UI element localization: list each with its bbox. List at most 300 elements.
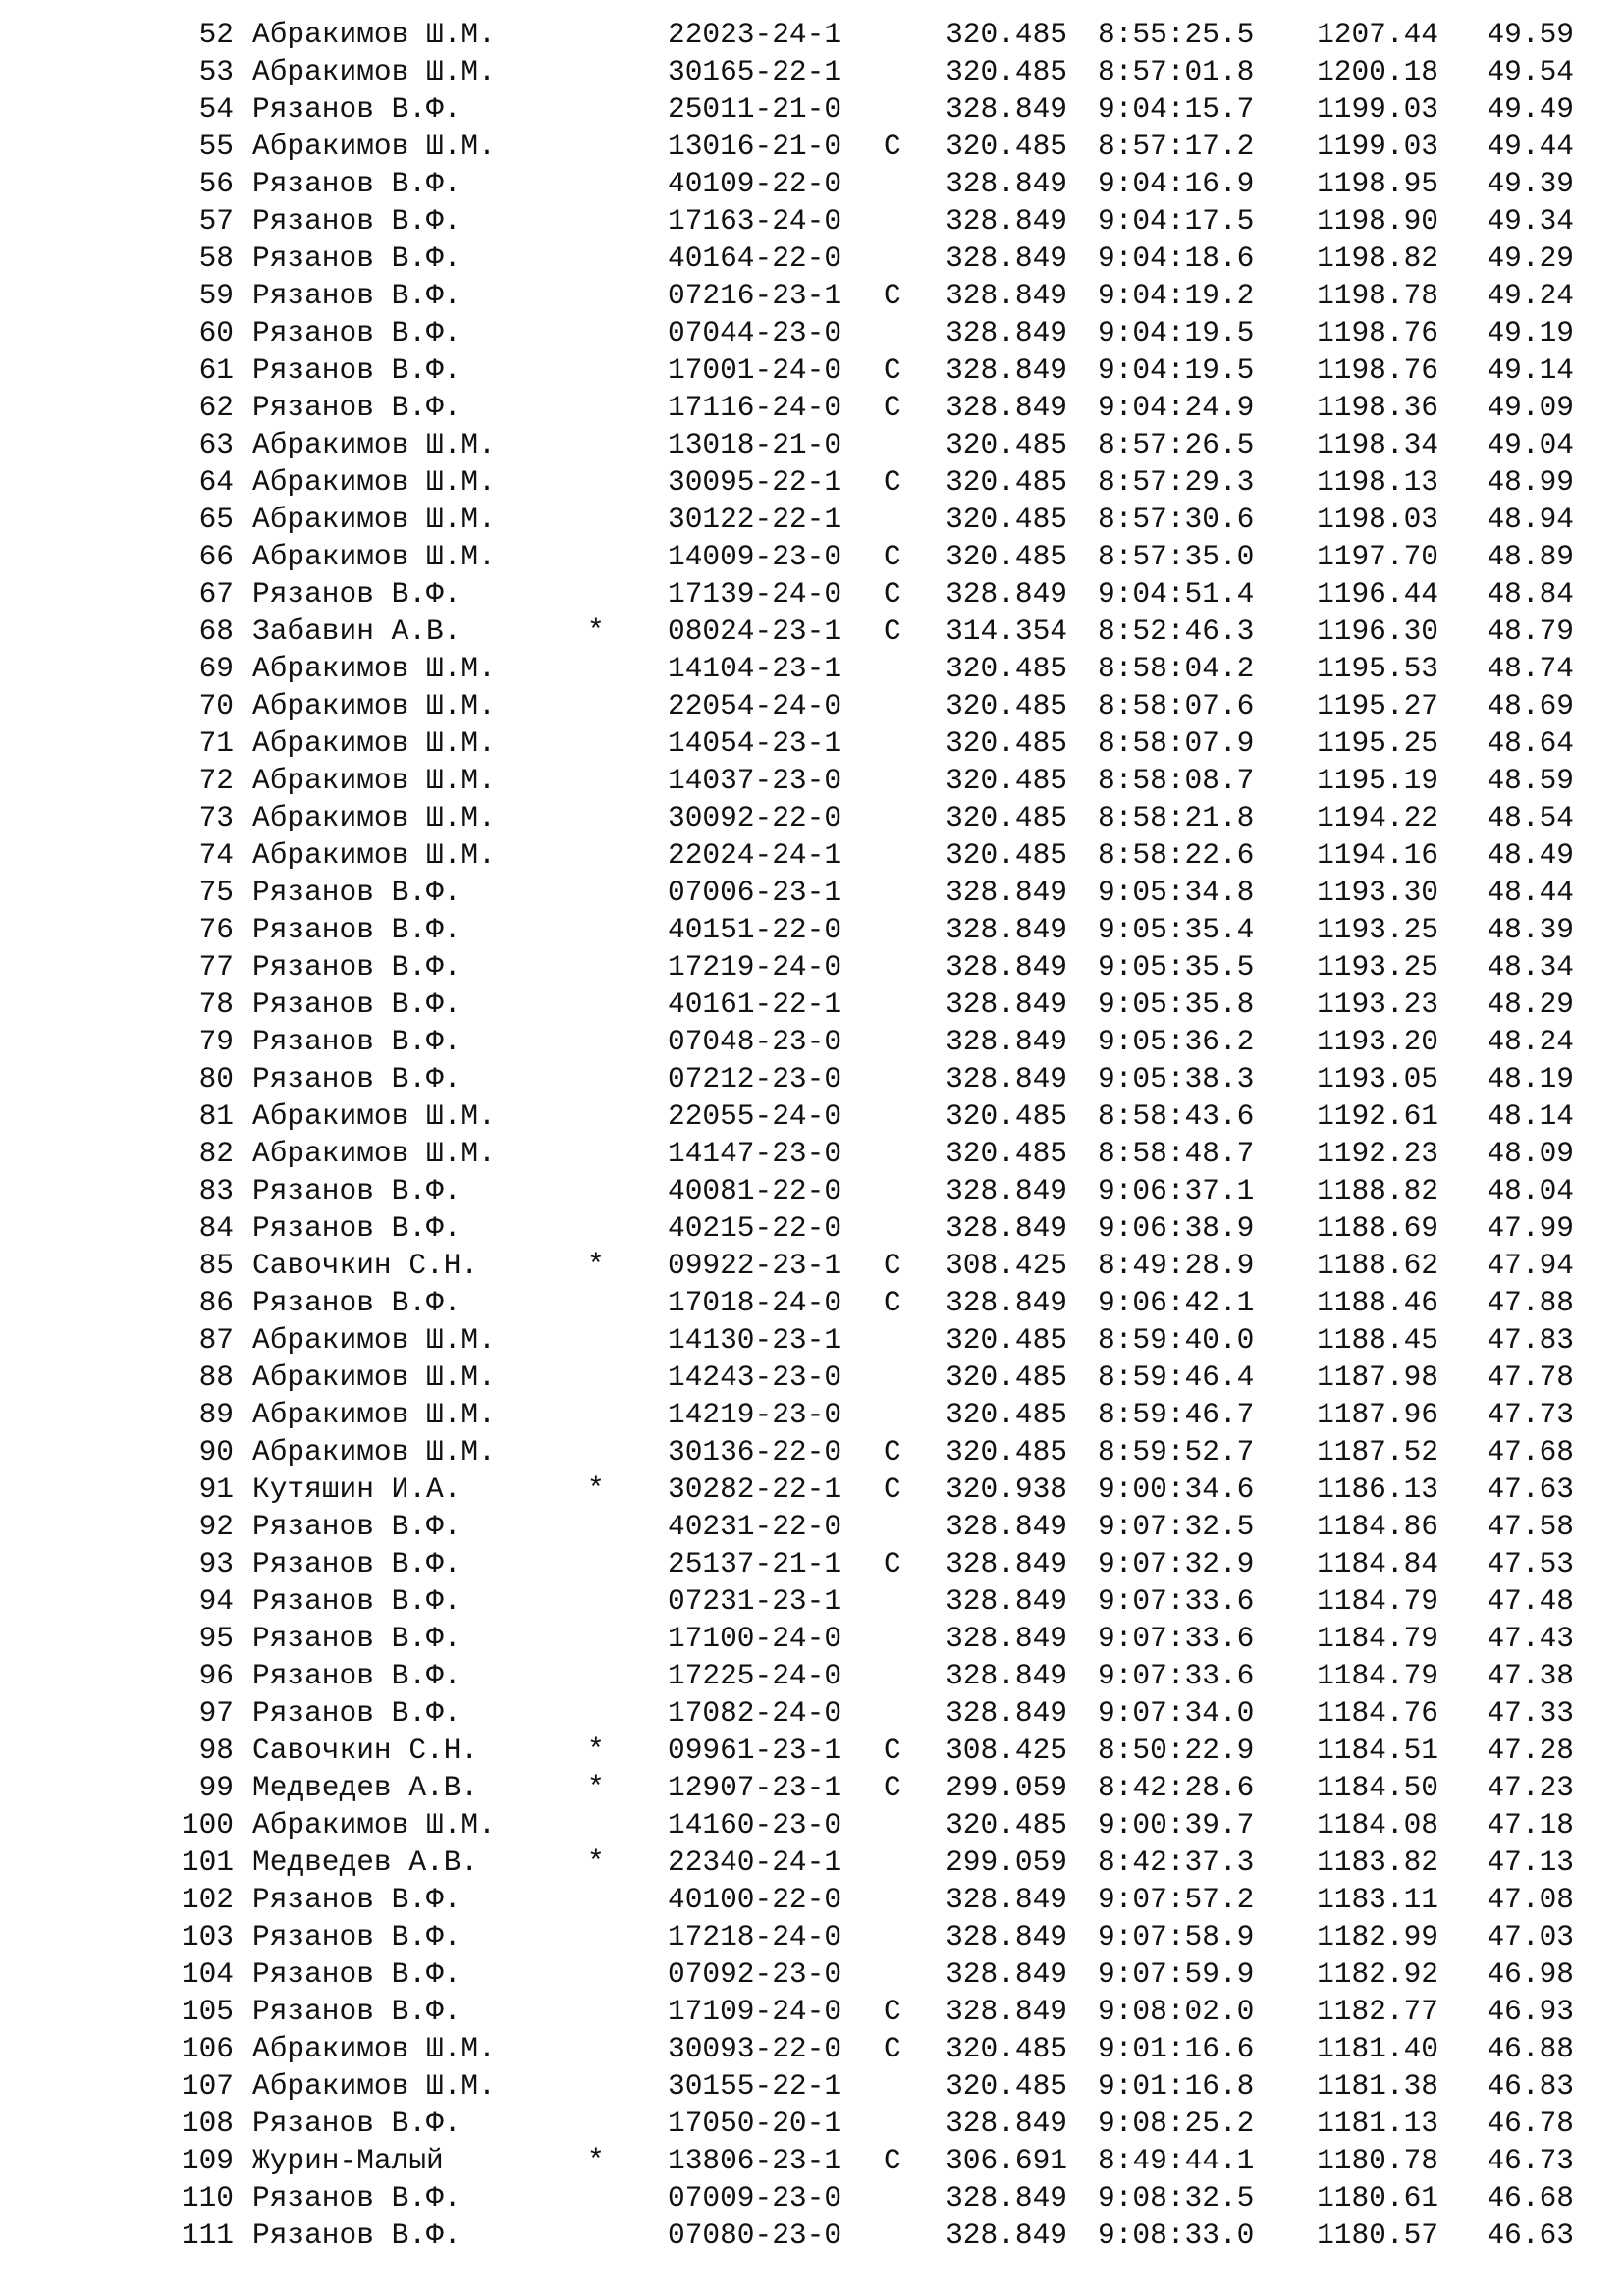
fancier-name: Рязанов В.Ф. bbox=[252, 1957, 461, 1991]
guest-marker: * bbox=[587, 1845, 605, 1879]
points: 48.39 bbox=[1487, 913, 1574, 946]
arrival-time: 9:07:58.9 bbox=[1098, 1920, 1255, 1953]
points: 48.49 bbox=[1487, 838, 1574, 872]
table-row bbox=[0, 1433, 1624, 1470]
table-row bbox=[0, 1023, 1624, 1060]
fancier-name: Абракимов Ш.М. bbox=[252, 1323, 496, 1357]
distance: 328.849 bbox=[946, 241, 1067, 275]
table-row bbox=[0, 1172, 1624, 1209]
distance: 320.485 bbox=[946, 689, 1067, 722]
speed: 1192.23 bbox=[1317, 1137, 1438, 1170]
flag-marker: С bbox=[884, 540, 901, 573]
points: 48.19 bbox=[1487, 1062, 1574, 1095]
speed: 1198.95 bbox=[1317, 167, 1438, 200]
fancier-name: Рязанов В.Ф. bbox=[252, 1211, 461, 1245]
fancier-name: Рязанов В.Ф. bbox=[252, 1062, 461, 1095]
arrival-time: 9:04:19.5 bbox=[1098, 316, 1255, 349]
speed: 1198.82 bbox=[1317, 241, 1438, 275]
fancier-name: Рязанов В.Ф. bbox=[252, 988, 461, 1021]
speed: 1207.44 bbox=[1317, 18, 1438, 51]
points: 49.04 bbox=[1487, 428, 1574, 461]
flag-marker: С bbox=[884, 465, 901, 499]
table-row bbox=[0, 1769, 1624, 1806]
points: 48.54 bbox=[1487, 801, 1574, 834]
ring-number: 14037-23-0 bbox=[668, 764, 842, 797]
table-row bbox=[0, 1545, 1624, 1582]
arrival-time: 9:04:17.5 bbox=[1098, 204, 1255, 238]
place-number: 101 bbox=[181, 1845, 234, 1879]
flag-marker: С bbox=[884, 1771, 901, 1804]
place-number: 96 bbox=[198, 1659, 234, 1692]
distance: 320.485 bbox=[946, 2069, 1067, 2103]
place-number: 75 bbox=[198, 876, 234, 909]
arrival-time: 9:01:16.8 bbox=[1098, 2069, 1255, 2103]
fancier-name: Рязанов В.Ф. bbox=[252, 92, 461, 126]
ring-number: 25137-21-1 bbox=[668, 1547, 842, 1580]
speed: 1199.03 bbox=[1317, 92, 1438, 126]
flag-marker: С bbox=[884, 279, 901, 312]
table-row bbox=[0, 836, 1624, 874]
table-row bbox=[0, 314, 1624, 351]
distance: 320.485 bbox=[946, 18, 1067, 51]
points: 47.94 bbox=[1487, 1249, 1574, 1282]
table-row bbox=[0, 202, 1624, 240]
arrival-time: 9:04:24.9 bbox=[1098, 391, 1255, 424]
flag-marker: С bbox=[884, 1472, 901, 1506]
distance: 328.849 bbox=[946, 92, 1067, 126]
points: 47.78 bbox=[1487, 1361, 1574, 1394]
place-number: 106 bbox=[181, 2032, 234, 2065]
arrival-time: 9:04:51.4 bbox=[1098, 577, 1255, 611]
ring-number: 40151-22-0 bbox=[668, 913, 842, 946]
distance: 320.485 bbox=[946, 1808, 1067, 1842]
table-row bbox=[0, 53, 1624, 90]
distance: 328.849 bbox=[946, 1659, 1067, 1692]
points: 46.73 bbox=[1487, 2144, 1574, 2177]
ring-number: 17082-24-0 bbox=[668, 1696, 842, 1730]
distance: 308.425 bbox=[946, 1734, 1067, 1767]
arrival-time: 9:08:02.0 bbox=[1098, 1995, 1255, 2028]
place-number: 65 bbox=[198, 503, 234, 536]
arrival-time: 9:05:36.2 bbox=[1098, 1025, 1255, 1058]
speed: 1193.20 bbox=[1317, 1025, 1438, 1058]
arrival-time: 8:58:43.6 bbox=[1098, 1099, 1255, 1133]
place-number: 60 bbox=[198, 316, 234, 349]
distance: 328.849 bbox=[946, 204, 1067, 238]
distance: 320.485 bbox=[946, 1137, 1067, 1170]
distance: 328.849 bbox=[946, 2181, 1067, 2215]
fancier-name: Абракимов Ш.М. bbox=[252, 18, 496, 51]
place-number: 88 bbox=[198, 1361, 234, 1394]
place-number: 57 bbox=[198, 204, 234, 238]
table-row bbox=[0, 1396, 1624, 1433]
points: 49.44 bbox=[1487, 130, 1574, 163]
arrival-time: 9:08:33.0 bbox=[1098, 2218, 1255, 2252]
ring-number: 14130-23-1 bbox=[668, 1323, 842, 1357]
fancier-name: Абракимов Ш.М. bbox=[252, 764, 496, 797]
table-row bbox=[0, 2216, 1624, 2254]
speed: 1193.05 bbox=[1317, 1062, 1438, 1095]
place-number: 94 bbox=[198, 1584, 234, 1618]
table-row bbox=[0, 948, 1624, 986]
flag-marker: С bbox=[884, 1286, 901, 1319]
arrival-time: 8:49:28.9 bbox=[1098, 1249, 1255, 1282]
speed: 1198.76 bbox=[1317, 353, 1438, 387]
distance: 320.485 bbox=[946, 1361, 1067, 1394]
flag-marker: С bbox=[884, 614, 901, 648]
points: 47.43 bbox=[1487, 1622, 1574, 1655]
arrival-time: 9:07:33.6 bbox=[1098, 1659, 1255, 1692]
table-row bbox=[0, 128, 1624, 165]
distance: 320.485 bbox=[946, 130, 1067, 163]
place-number: 61 bbox=[198, 353, 234, 387]
table-row bbox=[0, 1321, 1624, 1359]
points: 47.28 bbox=[1487, 1734, 1574, 1767]
distance: 299.059 bbox=[946, 1771, 1067, 1804]
fancier-name: Рязанов В.Ф. bbox=[252, 279, 461, 312]
speed: 1198.13 bbox=[1317, 465, 1438, 499]
speed: 1188.62 bbox=[1317, 1249, 1438, 1282]
arrival-time: 8:58:48.7 bbox=[1098, 1137, 1255, 1170]
distance: 328.849 bbox=[946, 316, 1067, 349]
speed: 1187.52 bbox=[1317, 1435, 1438, 1468]
fancier-name: Рязанов В.Ф. bbox=[252, 1883, 461, 1916]
flag-marker: С bbox=[884, 1249, 901, 1282]
fancier-name: Рязанов В.Ф. bbox=[252, 2107, 461, 2140]
arrival-time: 9:04:19.2 bbox=[1098, 279, 1255, 312]
arrival-time: 9:07:33.6 bbox=[1098, 1584, 1255, 1618]
distance: 328.849 bbox=[946, 1174, 1067, 1207]
fancier-name: Абракимов Ш.М. bbox=[252, 689, 496, 722]
points: 47.13 bbox=[1487, 1845, 1574, 1879]
table-row bbox=[0, 1843, 1624, 1881]
points: 49.54 bbox=[1487, 55, 1574, 88]
speed: 1187.98 bbox=[1317, 1361, 1438, 1394]
speed: 1184.79 bbox=[1317, 1622, 1438, 1655]
points: 46.63 bbox=[1487, 2218, 1574, 2252]
fancier-name: Абракимов Ш.М. bbox=[252, 503, 496, 536]
arrival-time: 9:05:35.8 bbox=[1098, 988, 1255, 1021]
speed: 1193.25 bbox=[1317, 950, 1438, 984]
ring-number: 17139-24-0 bbox=[668, 577, 842, 611]
flag-marker: С bbox=[884, 1995, 901, 2028]
ring-number: 07044-23-0 bbox=[668, 316, 842, 349]
place-number: 111 bbox=[181, 2218, 234, 2252]
table-row bbox=[0, 911, 1624, 948]
ring-number: 17109-24-0 bbox=[668, 1995, 842, 2028]
speed: 1184.86 bbox=[1317, 1510, 1438, 1543]
place-number: 53 bbox=[198, 55, 234, 88]
guest-marker: * bbox=[587, 1771, 605, 1804]
arrival-time: 8:58:07.9 bbox=[1098, 726, 1255, 760]
fancier-name: Рязанов В.Ф. bbox=[252, 1622, 461, 1655]
fancier-name: Абракимов Ш.М. bbox=[252, 1099, 496, 1133]
fancier-name: Рязанов В.Ф. bbox=[252, 2218, 461, 2252]
fancier-name: Рязанов В.Ф. bbox=[252, 167, 461, 200]
arrival-time: 9:04:19.5 bbox=[1098, 353, 1255, 387]
fancier-name: Рязанов В.Ф. bbox=[252, 316, 461, 349]
distance: 328.849 bbox=[946, 1995, 1067, 2028]
distance: 328.849 bbox=[946, 988, 1067, 1021]
speed: 1184.79 bbox=[1317, 1584, 1438, 1618]
place-number: 97 bbox=[198, 1696, 234, 1730]
arrival-time: 9:05:35.5 bbox=[1098, 950, 1255, 984]
table-row bbox=[0, 2142, 1624, 2179]
table-row bbox=[0, 2179, 1624, 2216]
ring-number: 17163-24-0 bbox=[668, 204, 842, 238]
fancier-name: Абракимов Ш.М. bbox=[252, 726, 496, 760]
ring-number: 09922-23-1 bbox=[668, 1249, 842, 1282]
distance: 308.425 bbox=[946, 1249, 1067, 1282]
speed: 1181.13 bbox=[1317, 2107, 1438, 2140]
table-row bbox=[0, 463, 1624, 501]
arrival-time: 9:05:38.3 bbox=[1098, 1062, 1255, 1095]
speed: 1181.38 bbox=[1317, 2069, 1438, 2103]
table-row bbox=[0, 1135, 1624, 1172]
arrival-time: 9:06:37.1 bbox=[1098, 1174, 1255, 1207]
arrival-time: 9:00:34.6 bbox=[1098, 1472, 1255, 1506]
arrival-time: 8:57:35.0 bbox=[1098, 540, 1255, 573]
ring-number: 25011-21-0 bbox=[668, 92, 842, 126]
table-row bbox=[0, 1359, 1624, 1396]
place-number: 79 bbox=[198, 1025, 234, 1058]
speed: 1183.82 bbox=[1317, 1845, 1438, 1879]
flag-marker: С bbox=[884, 391, 901, 424]
table-row bbox=[0, 799, 1624, 836]
speed: 1187.96 bbox=[1317, 1398, 1438, 1431]
speed: 1192.61 bbox=[1317, 1099, 1438, 1133]
distance: 328.849 bbox=[946, 913, 1067, 946]
speed: 1198.34 bbox=[1317, 428, 1438, 461]
ring-number: 22024-24-1 bbox=[668, 838, 842, 872]
ring-number: 40100-22-0 bbox=[668, 1883, 842, 1916]
points: 47.38 bbox=[1487, 1659, 1574, 1692]
table-row bbox=[0, 724, 1624, 762]
table-row bbox=[0, 575, 1624, 613]
arrival-time: 8:58:22.6 bbox=[1098, 838, 1255, 872]
distance: 320.485 bbox=[946, 2032, 1067, 2065]
speed: 1188.45 bbox=[1317, 1323, 1438, 1357]
distance: 314.354 bbox=[946, 614, 1067, 648]
ring-number: 17225-24-0 bbox=[668, 1659, 842, 1692]
arrival-time: 8:57:30.6 bbox=[1098, 503, 1255, 536]
arrival-time: 9:06:42.1 bbox=[1098, 1286, 1255, 1319]
table-row bbox=[0, 1955, 1624, 1993]
distance: 328.849 bbox=[946, 279, 1067, 312]
distance: 320.485 bbox=[946, 1435, 1067, 1468]
speed: 1180.61 bbox=[1317, 2181, 1438, 2215]
distance: 320.485 bbox=[946, 652, 1067, 685]
table-row bbox=[0, 1732, 1624, 1769]
table-row bbox=[0, 1657, 1624, 1694]
ring-number: 07216-23-1 bbox=[668, 279, 842, 312]
place-number: 67 bbox=[198, 577, 234, 611]
place-number: 80 bbox=[198, 1062, 234, 1095]
fancier-name: Кутяшин И.А. bbox=[252, 1472, 461, 1506]
arrival-time: 9:00:39.7 bbox=[1098, 1808, 1255, 1842]
arrival-time: 8:57:17.2 bbox=[1098, 130, 1255, 163]
place-number: 84 bbox=[198, 1211, 234, 1245]
fancier-name: Савочкин С.Н. bbox=[252, 1734, 479, 1767]
fancier-name: Рязанов В.Ф. bbox=[252, 1659, 461, 1692]
ring-number: 17219-24-0 bbox=[668, 950, 842, 984]
distance: 320.485 bbox=[946, 726, 1067, 760]
ring-number: 40161-22-1 bbox=[668, 988, 842, 1021]
place-number: 109 bbox=[181, 2144, 234, 2177]
place-number: 59 bbox=[198, 279, 234, 312]
points: 47.63 bbox=[1487, 1472, 1574, 1506]
ring-number: 17100-24-0 bbox=[668, 1622, 842, 1655]
place-number: 66 bbox=[198, 540, 234, 573]
speed: 1182.92 bbox=[1317, 1957, 1438, 1991]
place-number: 108 bbox=[181, 2107, 234, 2140]
place-number: 92 bbox=[198, 1510, 234, 1543]
fancier-name: Абракимов Ш.М. bbox=[252, 1808, 496, 1842]
distance: 328.849 bbox=[946, 1510, 1067, 1543]
arrival-time: 8:49:44.1 bbox=[1098, 2144, 1255, 2177]
points: 49.14 bbox=[1487, 353, 1574, 387]
speed: 1184.08 bbox=[1317, 1808, 1438, 1842]
fancier-name: Абракимов Ш.М. bbox=[252, 801, 496, 834]
table-row bbox=[0, 2067, 1624, 2105]
speed: 1193.23 bbox=[1317, 988, 1438, 1021]
place-number: 52 bbox=[198, 18, 234, 51]
arrival-time: 9:07:57.2 bbox=[1098, 1883, 1255, 1916]
points: 49.59 bbox=[1487, 18, 1574, 51]
distance: 328.849 bbox=[946, 1622, 1067, 1655]
table-row bbox=[0, 762, 1624, 799]
distance: 328.849 bbox=[946, 1547, 1067, 1580]
table-row bbox=[0, 874, 1624, 911]
fancier-name: Рязанов В.Ф. bbox=[252, 1696, 461, 1730]
speed: 1194.16 bbox=[1317, 838, 1438, 872]
points: 49.19 bbox=[1487, 316, 1574, 349]
speed: 1198.78 bbox=[1317, 279, 1438, 312]
place-number: 102 bbox=[181, 1883, 234, 1916]
ring-number: 17116-24-0 bbox=[668, 391, 842, 424]
speed: 1184.84 bbox=[1317, 1547, 1438, 1580]
table-row bbox=[0, 2030, 1624, 2067]
ring-number: 07048-23-0 bbox=[668, 1025, 842, 1058]
flag-marker: С bbox=[884, 1547, 901, 1580]
points: 47.83 bbox=[1487, 1323, 1574, 1357]
fancier-name: Рязанов В.Ф. bbox=[252, 204, 461, 238]
arrival-time: 9:07:32.5 bbox=[1098, 1510, 1255, 1543]
points: 47.99 bbox=[1487, 1211, 1574, 1245]
arrival-time: 8:42:28.6 bbox=[1098, 1771, 1255, 1804]
ring-number: 14104-23-1 bbox=[668, 652, 842, 685]
fancier-name: Абракимов Ш.М. bbox=[252, 540, 496, 573]
distance: 328.849 bbox=[946, 950, 1067, 984]
place-number: 104 bbox=[181, 1957, 234, 1991]
place-number: 100 bbox=[181, 1808, 234, 1842]
speed: 1199.03 bbox=[1317, 130, 1438, 163]
table-row bbox=[0, 1620, 1624, 1657]
speed: 1198.36 bbox=[1317, 391, 1438, 424]
table-row bbox=[0, 1694, 1624, 1732]
speed: 1195.25 bbox=[1317, 726, 1438, 760]
distance: 328.849 bbox=[946, 2107, 1067, 2140]
ring-number: 13016-21-0 bbox=[668, 130, 842, 163]
ring-number: 17050-20-1 bbox=[668, 2107, 842, 2140]
ring-number: 14219-23-0 bbox=[668, 1398, 842, 1431]
ring-number: 17001-24-0 bbox=[668, 353, 842, 387]
table-row bbox=[0, 1508, 1624, 1545]
place-number: 63 bbox=[198, 428, 234, 461]
distance: 328.849 bbox=[946, 1286, 1067, 1319]
flag-marker: С bbox=[884, 1734, 901, 1767]
table-row bbox=[0, 1881, 1624, 1918]
fancier-name: Рязанов В.Ф. bbox=[252, 913, 461, 946]
fancier-name: Журин-Малый bbox=[252, 2144, 444, 2177]
fancier-name: Абракимов Ш.М. bbox=[252, 838, 496, 872]
place-number: 91 bbox=[198, 1472, 234, 1506]
table-row bbox=[0, 90, 1624, 128]
distance: 320.485 bbox=[946, 540, 1067, 573]
ring-number: 30136-22-0 bbox=[668, 1435, 842, 1468]
speed: 1180.57 bbox=[1317, 2218, 1438, 2252]
fancier-name: Рязанов В.Ф. bbox=[252, 1025, 461, 1058]
distance: 328.849 bbox=[946, 1883, 1067, 1916]
arrival-time: 9:04:16.9 bbox=[1098, 167, 1255, 200]
guest-marker: * bbox=[587, 614, 605, 648]
ring-number: 17018-24-0 bbox=[668, 1286, 842, 1319]
fancier-name: Рязанов В.Ф. bbox=[252, 391, 461, 424]
arrival-time: 8:55:25.5 bbox=[1098, 18, 1255, 51]
table-row bbox=[0, 1806, 1624, 1843]
distance: 328.849 bbox=[946, 577, 1067, 611]
points: 47.68 bbox=[1487, 1435, 1574, 1468]
speed: 1184.79 bbox=[1317, 1659, 1438, 1692]
points: 48.24 bbox=[1487, 1025, 1574, 1058]
place-number: 90 bbox=[198, 1435, 234, 1468]
ring-number: 07231-23-1 bbox=[668, 1584, 842, 1618]
place-number: 64 bbox=[198, 465, 234, 499]
points: 48.44 bbox=[1487, 876, 1574, 909]
arrival-time: 9:07:33.6 bbox=[1098, 1622, 1255, 1655]
points: 47.08 bbox=[1487, 1883, 1574, 1916]
distance: 320.485 bbox=[946, 838, 1067, 872]
place-number: 98 bbox=[198, 1734, 234, 1767]
arrival-time: 9:05:35.4 bbox=[1098, 913, 1255, 946]
fancier-name: Абракимов Ш.М. bbox=[252, 652, 496, 685]
arrival-time: 8:59:46.4 bbox=[1098, 1361, 1255, 1394]
table-row bbox=[0, 613, 1624, 650]
points: 49.09 bbox=[1487, 391, 1574, 424]
distance: 320.485 bbox=[946, 1323, 1067, 1357]
ring-number: 14243-23-0 bbox=[668, 1361, 842, 1394]
ring-number: 30155-22-1 bbox=[668, 2069, 842, 2103]
speed: 1200.18 bbox=[1317, 55, 1438, 88]
place-number: 72 bbox=[198, 764, 234, 797]
speed: 1198.03 bbox=[1317, 503, 1438, 536]
fancier-name: Абракимов Ш.М. bbox=[252, 1398, 496, 1431]
place-number: 93 bbox=[198, 1547, 234, 1580]
ring-number: 14054-23-1 bbox=[668, 726, 842, 760]
table-row bbox=[0, 687, 1624, 724]
distance: 328.849 bbox=[946, 167, 1067, 200]
distance: 328.849 bbox=[946, 876, 1067, 909]
place-number: 73 bbox=[198, 801, 234, 834]
table-row bbox=[0, 986, 1624, 1023]
ring-number: 07080-23-0 bbox=[668, 2218, 842, 2252]
arrival-time: 8:58:21.8 bbox=[1098, 801, 1255, 834]
points: 48.59 bbox=[1487, 764, 1574, 797]
flag-marker: С bbox=[884, 2032, 901, 2065]
distance: 328.849 bbox=[946, 1062, 1067, 1095]
table-row bbox=[0, 538, 1624, 575]
ring-number: 08024-23-1 bbox=[668, 614, 842, 648]
